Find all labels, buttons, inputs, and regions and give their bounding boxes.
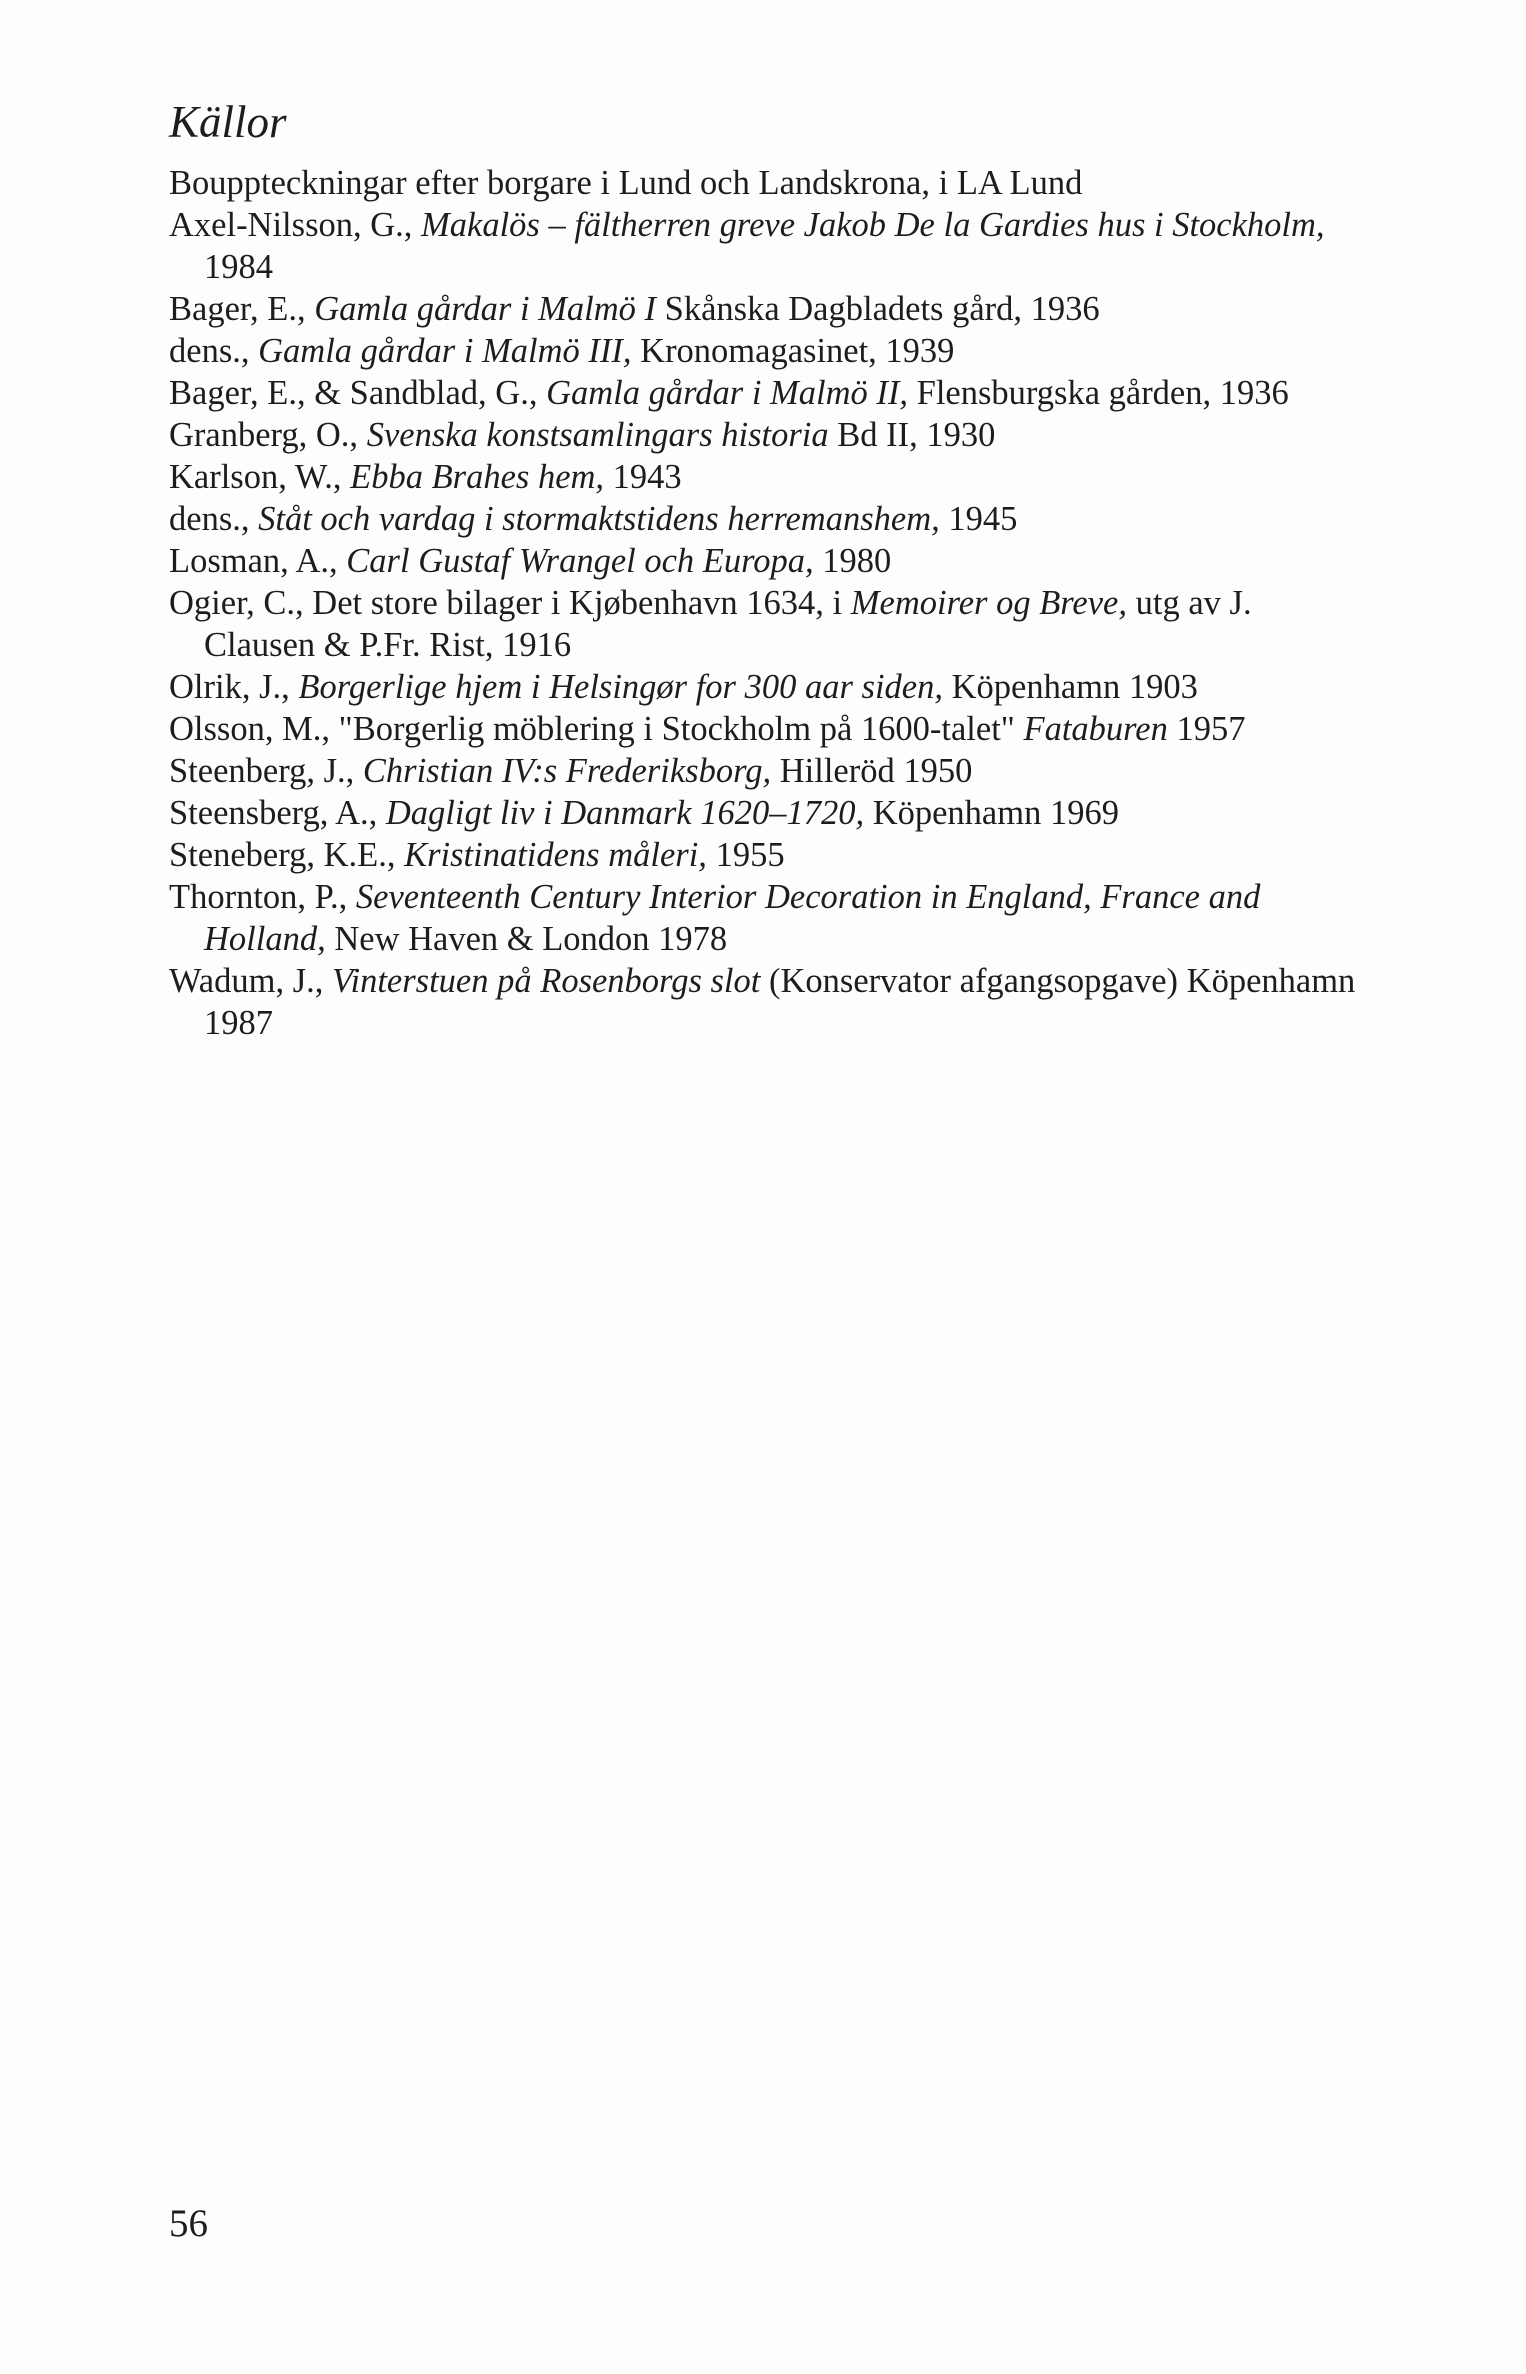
- bibliography-entry: [169, 372, 1369, 414]
- entry-title: Fataburen: [1023, 710, 1168, 748]
- entry-rest: utg av J. Clausen & P.Fr. Rist, 1916: [204, 584, 1252, 664]
- bibliography-list: [169, 162, 1369, 1044]
- bibliography-entry: [169, 540, 1369, 582]
- bibliography-entry: [169, 750, 1369, 792]
- entry-rest: (Konservator afgangsopgave) Köpenhamn 1987: [204, 962, 1356, 1042]
- entry-rest: Flensburgska gården, 1936: [908, 374, 1289, 412]
- bibliography-entry: [169, 498, 1369, 540]
- entry-title: Vinterstuen på Rosenborgs slot: [332, 962, 761, 1000]
- entry-title: Svenska konstsamlingars historia: [366, 416, 829, 454]
- bibliography-entry: [169, 666, 1369, 708]
- entry-title: Gamla gårdar i Malmö I: [314, 290, 657, 328]
- entry-rest: 1955: [706, 836, 785, 874]
- entry-rest: New Haven & London 1978: [325, 920, 728, 958]
- entry-lead: Thornton, P.,: [169, 878, 356, 916]
- entry-lead: Karlson, W.,: [169, 458, 351, 496]
- bibliography-entry: [169, 288, 1369, 330]
- entry-lead: Olsson, M., "Borgerlig möblering i Stockholm på 1600-talet": [169, 710, 1024, 748]
- bibliography-entry: [169, 876, 1369, 960]
- entry-lead: Axel-Nilsson, G.,: [169, 206, 422, 244]
- entry-lead: Wadum, J.,: [169, 962, 332, 1000]
- entry-title: Memoirer og Breve,: [850, 584, 1127, 622]
- section-heading: Källor: [169, 97, 287, 147]
- bibliography-entry: [169, 708, 1369, 750]
- page-number: 56: [169, 2202, 208, 2245]
- bibliography-entry: [169, 330, 1369, 372]
- entry-lead: Ogier, C., Det store bilager i Kjøbenhavn 1634, i: [169, 584, 851, 622]
- entry-rest: 1945: [939, 500, 1018, 538]
- entry-lead: Losman, A.,: [169, 542, 347, 580]
- entry-rest: 1957: [1167, 710, 1246, 748]
- bibliography-entry: [169, 582, 1369, 666]
- entry-title: Gamla gårdar i Malmö II,: [546, 374, 909, 412]
- bibliography-entry: [169, 414, 1369, 456]
- entry-lead: Bager, E., & Sandblad, G.,: [169, 374, 547, 412]
- entry-lead: dens.,: [169, 332, 259, 370]
- entry-title: Gamla gårdar i Malmö III,: [258, 332, 632, 370]
- entry-title: Christian IV:s Frederiksborg,: [362, 752, 772, 790]
- entry-lead: Bouppteckningar efter borgare i Lund och Landskrona, i LA Lund: [169, 164, 1083, 202]
- entry-title: Carl Gustaf Wrangel och Europa,: [346, 542, 814, 580]
- entry-title: Ståt och vardag i stormaktstidens herremanshem,: [258, 500, 940, 538]
- bibliography-entry: [169, 792, 1369, 834]
- entry-title: Ebba Brahes hem,: [350, 458, 605, 496]
- entry-rest: 1984: [204, 248, 273, 286]
- entry-lead: dens.,: [169, 500, 259, 538]
- entry-lead: Bager, E.,: [169, 290, 315, 328]
- entry-title: Makalös – fältherren greve Jakob De la Gardies hus i Stockholm,: [421, 206, 1325, 244]
- entry-rest: Kronomagasinet, 1939: [631, 332, 955, 370]
- bibliography-entry: [169, 204, 1369, 288]
- entry-title: Borgerlige hjem i Helsingør for 300 aar siden,: [298, 668, 943, 706]
- entry-rest: 1980: [813, 542, 892, 580]
- entry-rest: Köpenhamn 1903: [942, 668, 1198, 706]
- entry-rest: Skånska Dagbladets gård, 1936: [656, 290, 1100, 328]
- entry-lead: Steenberg, J.,: [169, 752, 363, 790]
- bibliography-entry: [169, 834, 1369, 876]
- bibliography-entry: [169, 960, 1369, 1044]
- bibliography-entry: [169, 456, 1369, 498]
- entry-rest: Hilleröd 1950: [771, 752, 973, 790]
- entry-title: Seventeenth Century Interior Decoration in England, France and Holland,: [204, 878, 1261, 958]
- entry-rest: 1943: [604, 458, 682, 496]
- entry-rest: Bd II, 1930: [828, 416, 996, 454]
- entry-lead: Steensberg, A.,: [169, 794, 386, 832]
- bibliography-entry: [169, 162, 1369, 204]
- entry-title: Dagligt liv i Danmark 1620–1720,: [385, 794, 865, 832]
- entry-title: Kristinatidens måleri,: [404, 836, 707, 874]
- entry-rest: Köpenhamn 1969: [864, 794, 1119, 832]
- entry-lead: Olrik, J.,: [169, 668, 299, 706]
- entry-lead: Steneberg, K.E.,: [169, 836, 405, 874]
- entry-lead: Granberg, O.,: [169, 416, 367, 454]
